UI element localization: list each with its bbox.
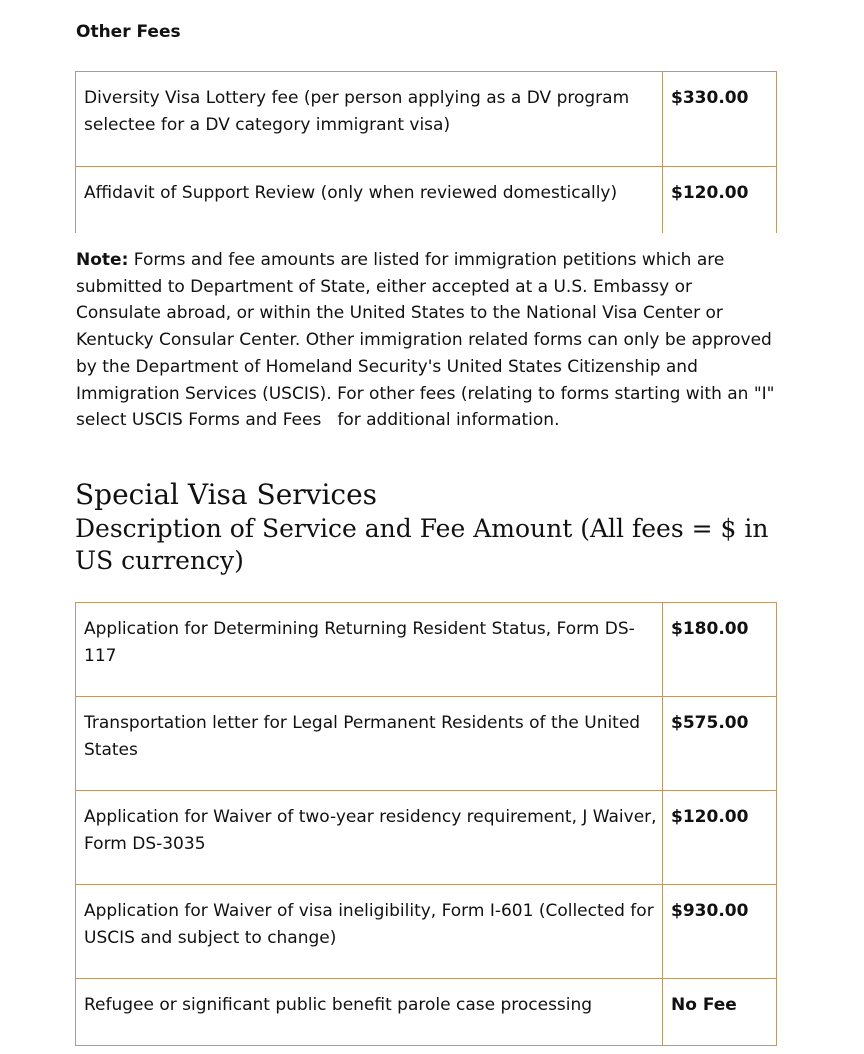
fee-description: Diversity Visa Lottery fee (per person applying as a DV program selectee for a DV category immigrant visa): [76, 72, 663, 167]
table-row: [76, 791, 777, 885]
service-fee: No Fee: [663, 979, 777, 1046]
table-row: [76, 603, 777, 697]
fee-amount: $330.00: [663, 72, 777, 167]
table-row: [76, 885, 777, 979]
service-description: Application for Waiver of two-year residency requirement, J Waiver, Form DS-3035: [76, 791, 663, 885]
note-text-end: for additional information.: [337, 410, 560, 431]
fee-description: Affidavit of Support Review (only when reviewed domestically): [76, 167, 663, 234]
service-description: Application for Waiver of visa ineligibility, Form I-601 (Collected for USCIS and subject to change): [76, 885, 663, 979]
service-fee: $930.00: [663, 885, 777, 979]
note-text: Forms and fee amounts are listed for immigration petitions which are submitted to Department of State, either accepted at a U.S. Embassy or Consulate abroad, or within the United States to the National Visa Center or Kentucky Consular Center. Other immigration related forms can only be approved by the Department of Homeland Security's United States Citizenship and Immigration Services (USCIS). For other fees (relating to forms starting with an "I" select: [76, 250, 775, 431]
service-fee: $180.00: [663, 603, 777, 697]
service-description: Application for Determining Returning Resident Status, Form DS-117: [76, 603, 663, 697]
note-label: Note:: [76, 250, 129, 270]
special-services-table: [75, 602, 777, 1046]
special-visa-services-heading: Special Visa Services: [75, 478, 378, 511]
service-description: Transportation letter for Legal Permanent Residents of the United States: [76, 697, 663, 791]
table-row: [76, 167, 777, 234]
table-row: [76, 697, 777, 791]
service-fee: $575.00: [663, 697, 777, 791]
service-description: Refugee or significant public benefit parole case processing: [76, 979, 663, 1046]
table-row: [76, 979, 777, 1046]
fee-amount: $120.00: [663, 167, 777, 234]
other-fees-heading: Other Fees: [76, 22, 181, 42]
table-row: [76, 72, 777, 167]
special-services-subheading: Description of Service and Fee Amount (All fees = $ in US currency): [75, 514, 769, 575]
uscis-forms-link[interactable]: USCIS Forms and Fees: [131, 410, 322, 431]
other-fees-table: [75, 71, 777, 233]
service-fee: $120.00: [663, 791, 777, 885]
note-paragraph: [76, 247, 776, 434]
